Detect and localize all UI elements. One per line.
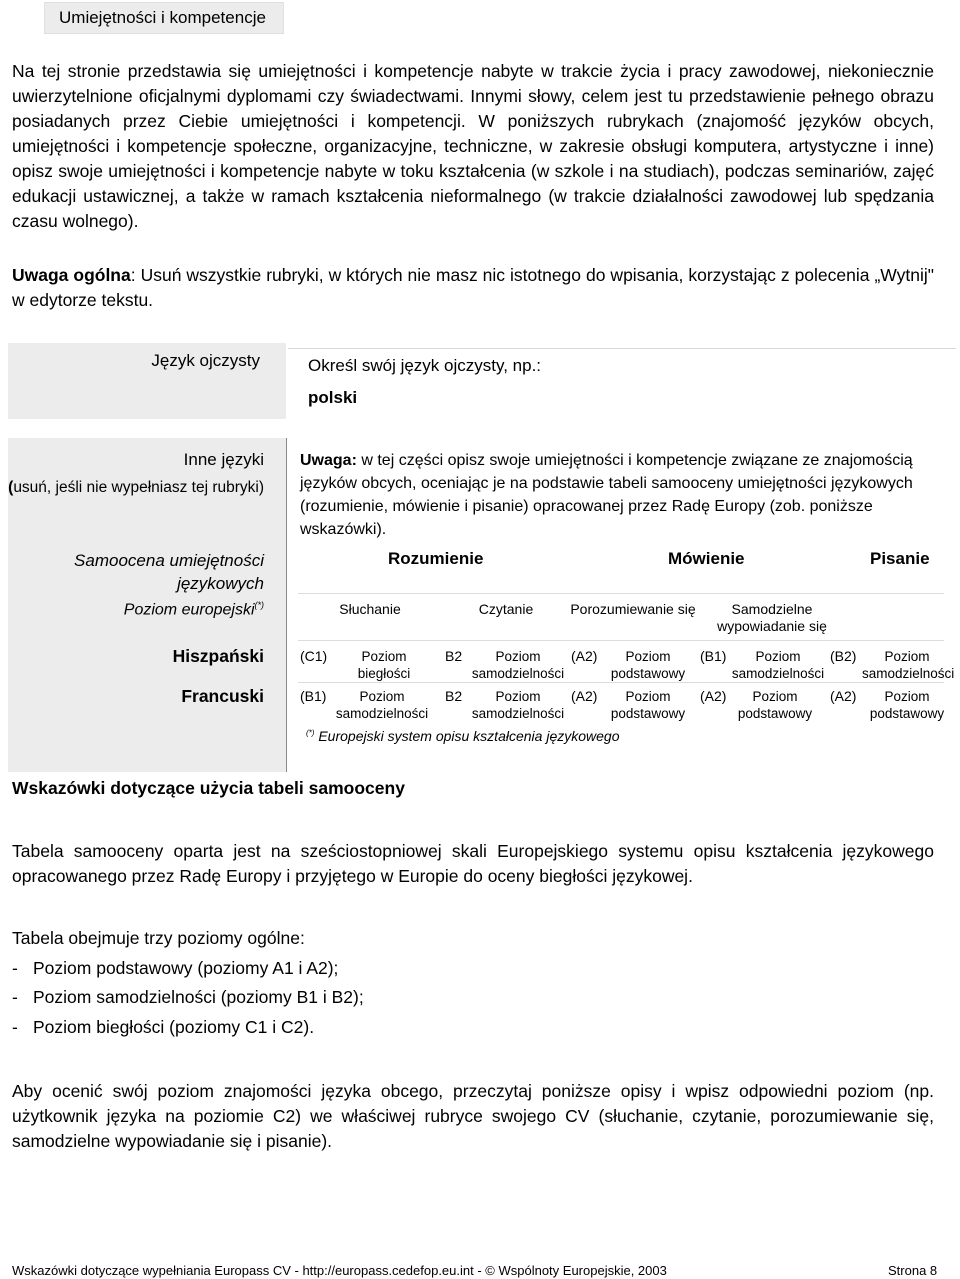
subcol-listening: Słuchanie: [339, 601, 401, 617]
footnote-text: Europejski system opisu kształcenia językowego: [318, 728, 620, 744]
list-item-text: Poziom podstawowy (poziomy A1 i A2);: [33, 958, 339, 978]
other-languages-note: [300, 449, 940, 541]
other-note-label: Uwaga:: [300, 452, 357, 469]
page-number: Strona 8: [888, 1263, 938, 1278]
group-understanding: Rozumienie: [388, 549, 484, 568]
general-note-label: Uwaga ogólna: [12, 265, 131, 285]
guide-paragraph-3: Aby ocenić swój poziom znajomości języka obcego, przeczytaj poniższe opisy i wpisz odpowiedni poziom (np. użytkownik języka na poziomie C2) we właściwej rubryce swojego CV (słuchanie, czytanie, porozumiewanie się, samodzielne wypowiadanie się i pisanie).: [12, 1081, 934, 1151]
list-item: [12, 1017, 315, 1038]
european-level-sup: (*): [254, 600, 264, 610]
french-reading-desc: Poziom samodzielności: [471, 689, 565, 721]
table-footnote: [306, 728, 619, 744]
self-assessment-label: [8, 549, 264, 595]
french-reading-code: B2: [445, 688, 463, 704]
self-assessment-label-line1: Samoocena umiejętności: [74, 551, 264, 570]
footnote-sup: (*): [306, 728, 315, 738]
guide-paragraph-2: Tabela obejmuje trzy poziomy ogólne:: [12, 928, 305, 948]
section-title: Umiejętności i kompetencje: [59, 8, 266, 27]
list-item: [12, 958, 339, 979]
spanish-production-code: (B1): [700, 648, 727, 664]
spanish-writing-code: (B2): [830, 648, 857, 664]
list-bullet: -: [12, 1017, 18, 1037]
french-listening-desc: Poziom samodzielności: [335, 689, 429, 721]
list-item-text: Poziom samodzielności (poziomy B1 i B2);: [33, 987, 364, 1007]
spanish-writing-desc: Poziom samodzielności: [862, 649, 955, 681]
other-note-text: w tej części opisz swoje umiejętności i kompetencje związane ze znajomością języków obcych, oceniając je na podstawie tabeli samooceny umiejętności językowych (rozumienie, mówienie i pisanie) opracowanej przez Radę Europy (zob. poniższe wskazówki).: [300, 452, 913, 538]
french-interaction-desc: Poziom podstawowy: [610, 689, 686, 721]
intro-paragraph: Na tej stronie przedstawia się umiejętności i kompetencje nabyte w trakcie życia i pracy zawodowej, niekoniecznie uwierzytelnione oficjalnymi dyplomami czy świadectwami. Innymi słowy, celem jest tu przedstawienie pełnego obrazu posiadanych przez Ciebie umiejętności i kompetencji. W poniższych rubrykach (znajomość języków obcych, umiejętności i kompetencje społeczne, organizacyjne, techniczne, w zakresie obsługi komputera, artystyczne i inne) opisz swoje umiejętności i kompetencje nabyte w toku kształcenia (w szkole i na studiach), podczas seminariów, zajęć edukacji ustawicznej, a także w ramach kształcenia nieformalnego (w trakcie działalności zawodowej lub spędzania czasu wolnego).: [12, 61, 934, 231]
language-name-spanish: Hiszpański: [172, 646, 264, 666]
other-languages-label: Inne języki: [183, 450, 264, 469]
level-header-line: [298, 593, 944, 594]
group-speaking: Mówienie: [668, 549, 745, 568]
spanish-interaction-desc: Poziom podstawowy: [610, 649, 686, 681]
sublabel-paren: (: [8, 479, 14, 496]
sublabel-text: usuń, jeśli nie wypełniasz tej rubryki): [13, 479, 264, 496]
group-writing: Pisanie: [870, 549, 930, 568]
french-production-desc: Poziom podstawowy: [737, 689, 813, 721]
subcol-reading: Czytanie: [478, 601, 534, 617]
list-bullet: -: [12, 987, 18, 1007]
other-languages-sublabel: [8, 479, 264, 497]
spanish-interaction-code: (A2): [571, 648, 598, 664]
spanish-reading-desc: Poziom samodzielności: [471, 649, 565, 681]
european-level-text: Poziom europejski: [123, 601, 255, 619]
column-divider: [286, 438, 287, 772]
french-writing-desc: Poziom podstawowy: [869, 689, 945, 721]
general-note: [12, 263, 934, 313]
subcol-interaction: Porozumiewanie się: [570, 601, 696, 617]
list-bullet: -: [12, 958, 18, 978]
spanish-reading-code: B2: [445, 648, 463, 664]
row-line-1: [298, 640, 944, 641]
spanish-listening-code: (C1): [300, 648, 328, 664]
french-listening-code: (B1): [300, 688, 327, 704]
subcol-production: Samodzielne wypowiadanie się: [717, 601, 827, 634]
section-title-box: [44, 2, 284, 34]
spanish-listening-desc: Poziom biegłości: [357, 649, 411, 681]
self-assessment-label-line2: językowych: [177, 574, 264, 593]
french-production-code: (A2): [700, 688, 727, 704]
native-language-label: Język ojczysty: [151, 351, 260, 370]
language-name-french: Francuski: [181, 686, 264, 706]
guide-paragraph-1: Tabela samooceny oparta jest na sześciostopniowej skali Europejskiego systemu opisu kształcenia językowego opracowanego przez Radę Europy i przyjętego w Europie do oceny biegłości językowej.: [12, 841, 934, 886]
european-level-label: [8, 600, 264, 619]
row-line-2: [298, 682, 944, 683]
guide-heading: Wskazówki dotyczące użycia tabeli samooceny: [12, 778, 405, 798]
general-note-text: : Usuń wszystkie rubryki, w których nie masz nic istotnego do wpisania, korzystając z polecenia „Wytnij" w edytorze tekstu.: [12, 265, 934, 310]
list-item: [12, 987, 364, 1008]
native-language-value: polski: [308, 388, 358, 407]
spanish-production-desc: Poziom samodzielności: [731, 649, 825, 681]
french-interaction-code: (A2): [571, 688, 598, 704]
native-top-line: [288, 348, 956, 349]
native-language-hint: Określ swój język ojczysty, np.:: [308, 356, 542, 375]
french-writing-code: (A2): [830, 688, 857, 704]
list-item-text: Poziom biegłości (poziomy C1 i C2).: [33, 1017, 315, 1037]
footer-left: Wskazówki dotyczące wypełniania Europass CV - http://europass.cedefop.eu.int - © Wspólnoty Europejskie, 2003: [12, 1263, 667, 1278]
